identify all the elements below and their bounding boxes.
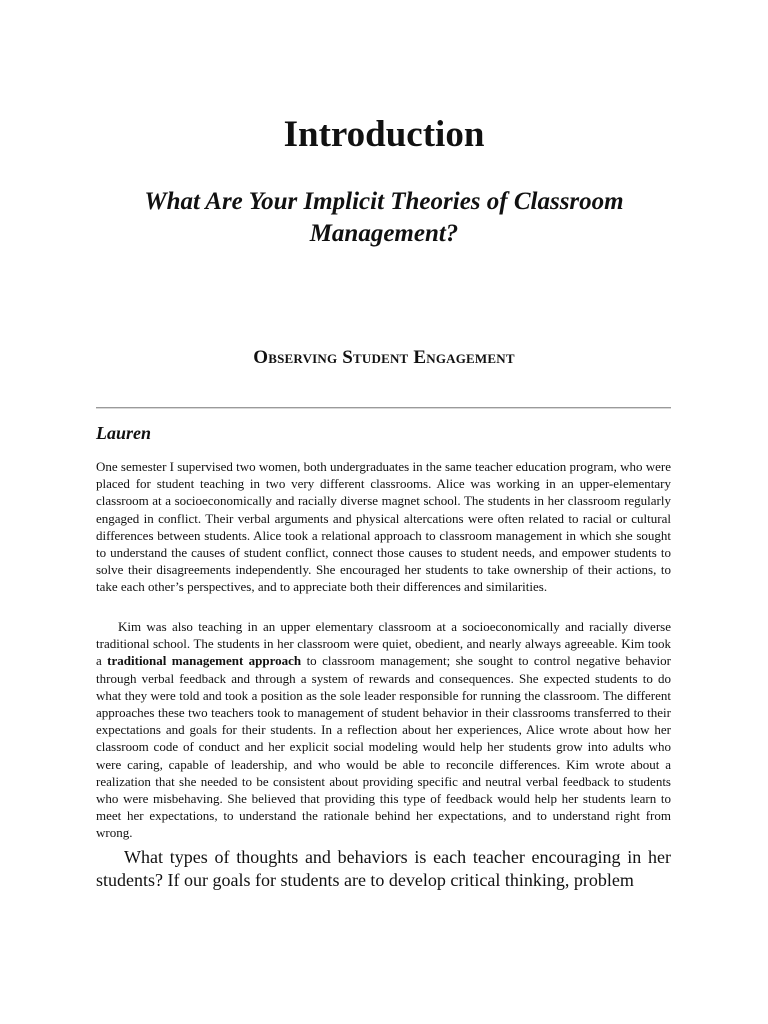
paragraph-kim-text-1: Kim was also teaching in an upper elementary classroom at a socioeconomically and racially diverse traditional school. The students in her classroom were quiet, obedient, and nearly always agreeable. Kim took a (96, 619, 671, 669)
author-name: Lauren (96, 423, 152, 443)
section-divider (96, 407, 671, 409)
paragraph-alice: One semester I supervised two women, both undergraduates in the same teacher education program, who were placed for student teaching in two very different classrooms. Alice was working in an upper-elementary classroom at a socioeconomically and racially diverse magnet school. The students in her classroom regularly engaged in conflict. Their verbal arguments and physical altercations were often related to racial or cultural differences between students. Alice took a relational approach to classroom management in which she sought to understand the causes of student conflict, connect those causes to student needs, and empower students to solve their disagreements independently. She encouraged her students to take ownership of their actions, to take each other’s perspectives, and to appreciate both their differences and similarities. (96, 459, 671, 595)
section-heading: Observing Student Engagement (253, 347, 515, 368)
key-term-traditional-management: traditional management approach (107, 653, 302, 669)
paragraph-kim-text-2: to classroom management; she sought to control negative behavior through verbal feedback and through a system of rewards and consequences. She expected students to do what they were told and took a position as the sole leader responsible for running the classroom. The different approaches these two teachers took to management of student behavior in their classrooms transferred to their expectations and goals for their students. In a reflection about her experiences, Alice wrote about how her classroom code of conduct and her explicit social modeling would help her students grow into adults who were caring, capable of leadership, and who would be able to reconcile differences. Kim wrote about a realization that she needed to be consistent about providing specific and neutral verbal feedback to students who were misbehaving. She believed that providing this type of feedback would help her students learn to meet her expectations, to understand the rationale behind her expectations, and to understand right from wrong. (96, 653, 671, 841)
paragraph-kim (96, 618, 671, 842)
paragraph-question: What types of thoughts and behaviors is each teacher encouraging in her students? If our goals for students are to develop critical thinking, problem (96, 847, 671, 890)
chapter-subtitle: What Are Your Implicit Theories of Classroom Management? (144, 188, 624, 247)
chapter-title: Introduction (283, 114, 485, 155)
